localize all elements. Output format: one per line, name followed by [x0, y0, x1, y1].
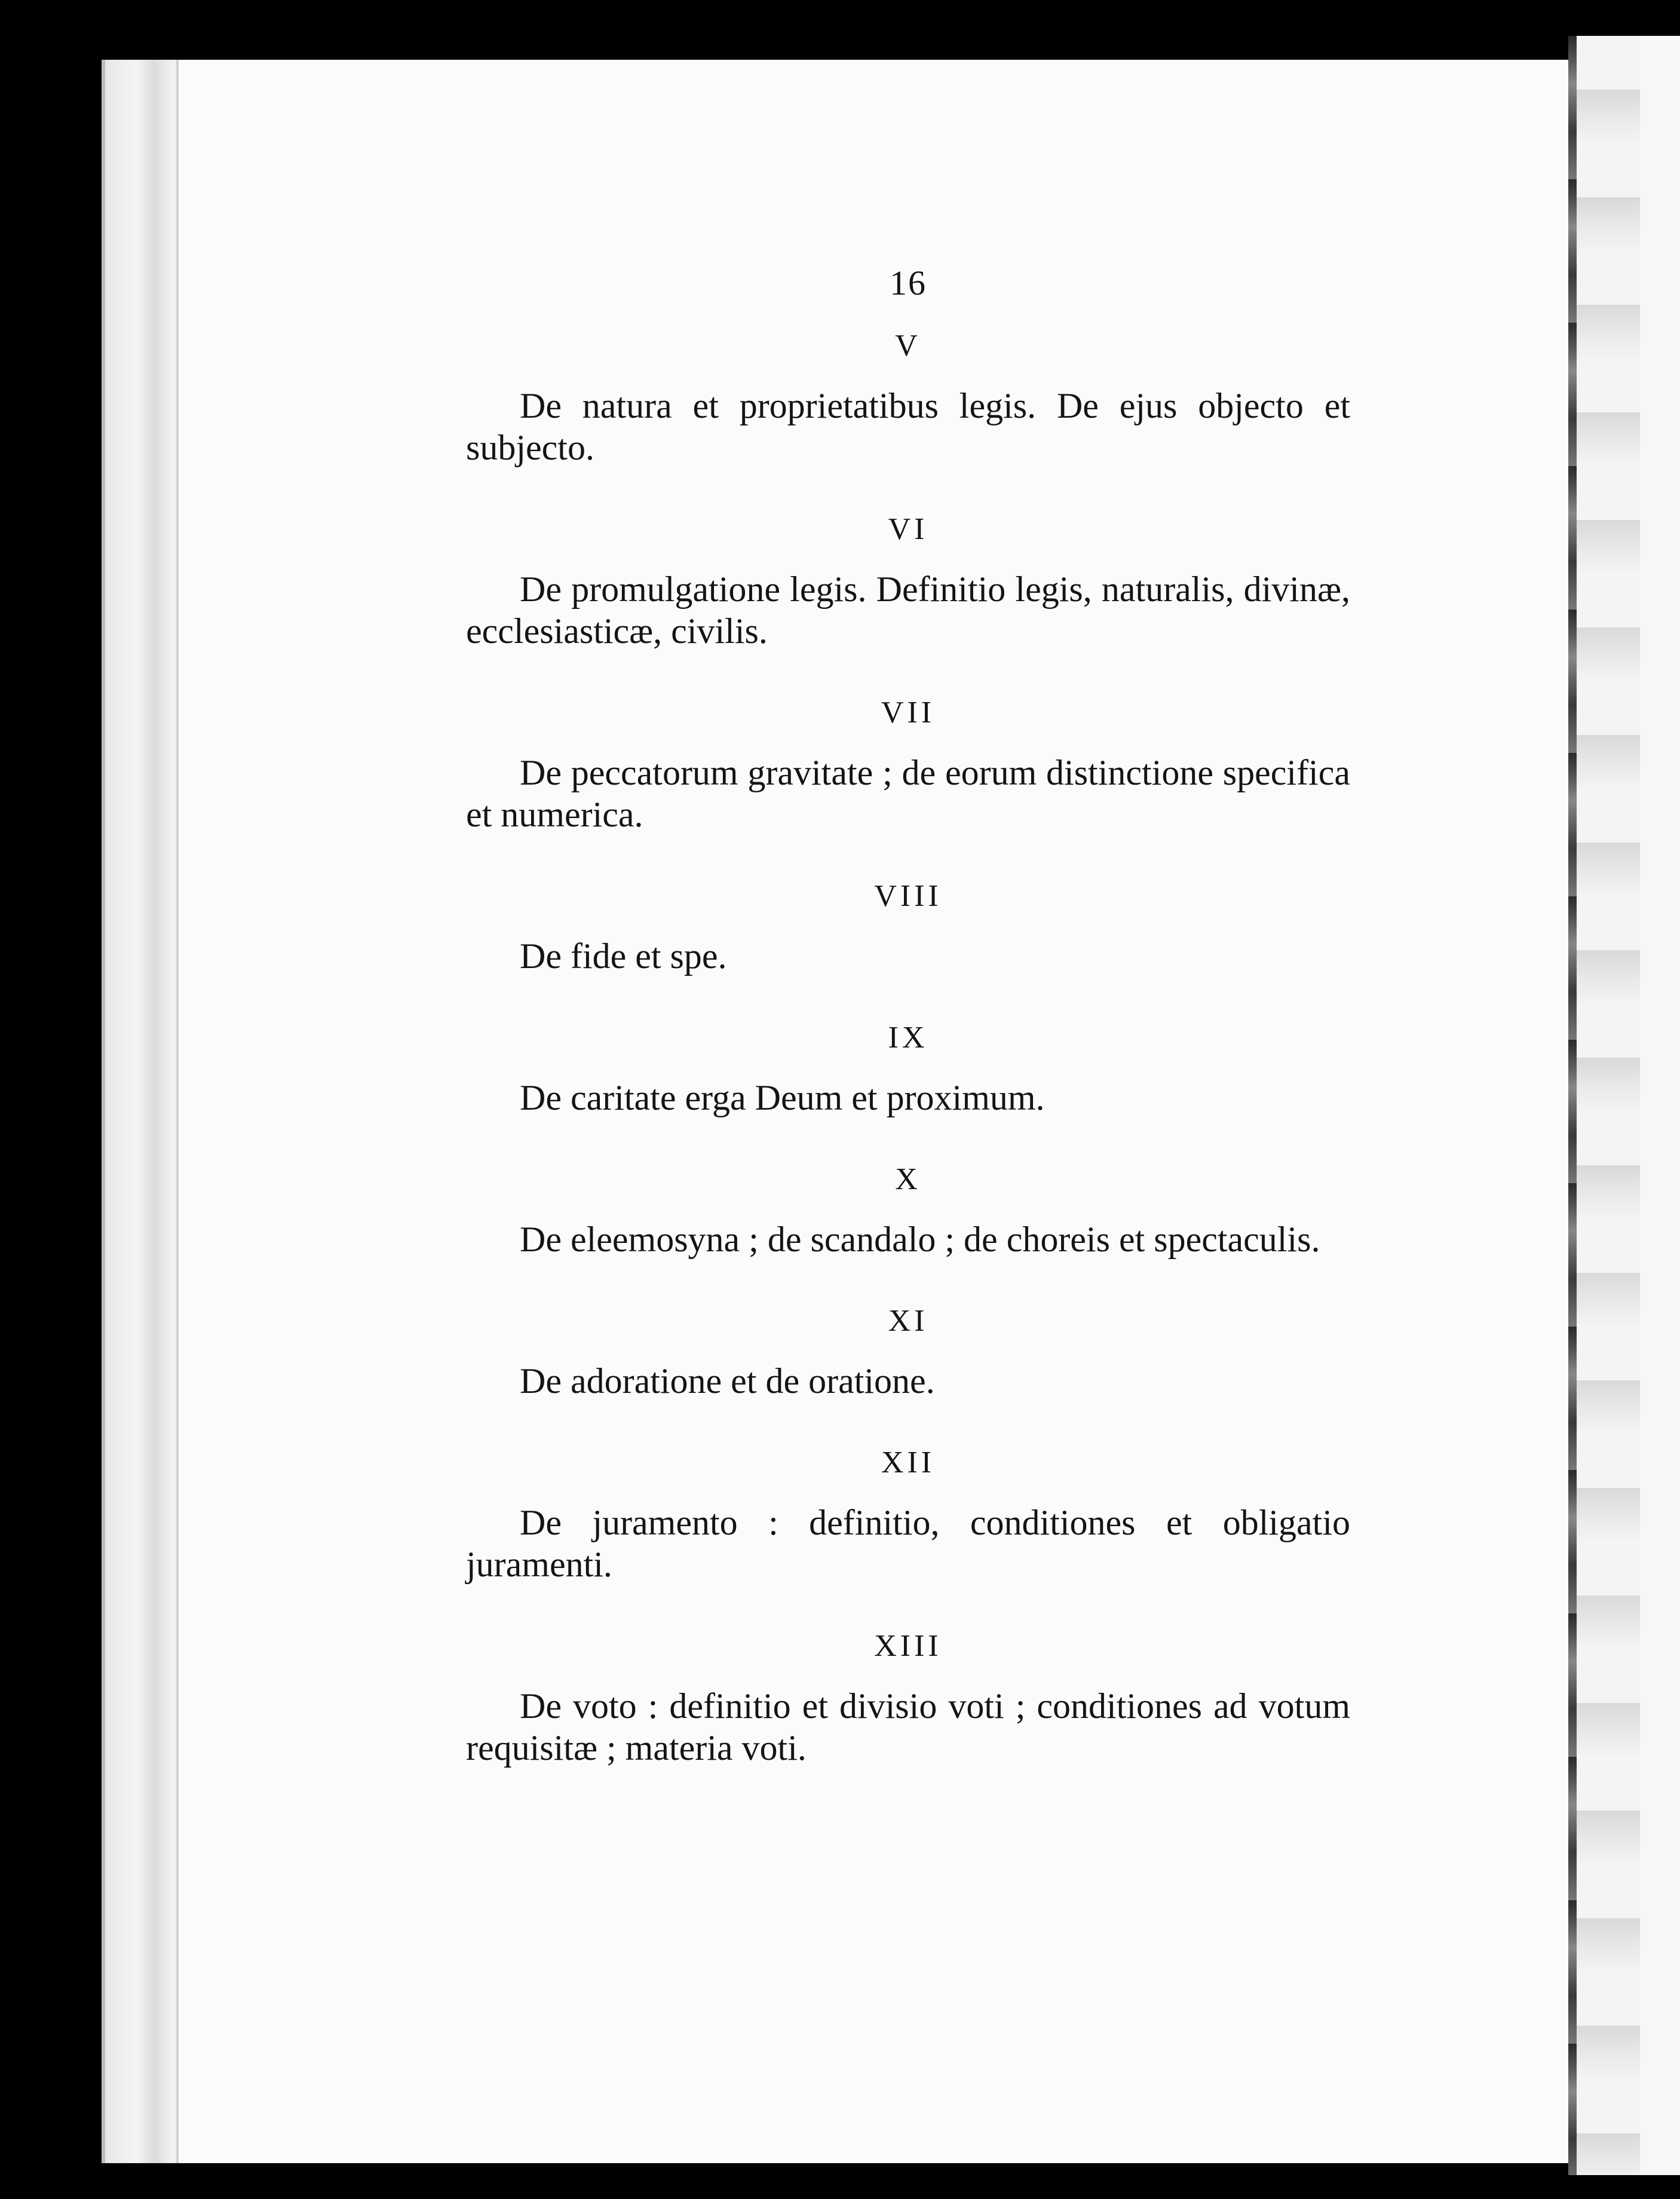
- section-vii: [466, 695, 1350, 835]
- facing-page-sliver: [1640, 36, 1680, 2175]
- section-ix: [466, 1020, 1350, 1119]
- section-numeral: VI: [888, 512, 928, 546]
- section-text: De peccatorum gravitate ; de eorum distinctione specifica et numerica.: [466, 753, 1350, 834]
- section-numeral: VIII: [874, 879, 942, 913]
- section-text: De adoratione et de oratione.: [520, 1361, 935, 1401]
- section-numeral: VII: [881, 696, 936, 730]
- section-x: [466, 1162, 1350, 1260]
- section-text: De juramento : definitio, conditiones et obligatio juramenti.: [466, 1503, 1350, 1584]
- section-v: [466, 328, 1350, 468]
- torn-page-edge: [1568, 36, 1640, 2175]
- section-numeral: XI: [888, 1304, 928, 1338]
- page-number: 16: [890, 264, 927, 302]
- section-text: De caritate erga Deum et proximum.: [520, 1078, 1045, 1117]
- section-numeral: XII: [881, 1445, 936, 1480]
- section-xi: [466, 1303, 1350, 1402]
- section-xii: [466, 1445, 1350, 1585]
- page-text-block: [466, 263, 1350, 1812]
- section-viii: [466, 878, 1350, 977]
- section-numeral: IX: [888, 1021, 928, 1055]
- section-text: De voto : definitio et divisio voti ; conditiones ad votum requisitæ ; materia voti.: [466, 1686, 1350, 1768]
- section-numeral: XIII: [874, 1629, 942, 1663]
- section-text: De promulgatione legis. Definitio legis, naturalis, divinæ, ecclesiasticæ, civilis.: [466, 569, 1350, 651]
- section-numeral: X: [895, 1162, 921, 1196]
- section-text: De natura et proprietatibus legis. De ejus objecto et subjecto.: [466, 386, 1350, 467]
- section-text: De fide et spe.: [520, 936, 727, 976]
- section-xiii: [466, 1628, 1350, 1769]
- section-text: De eleemosyna ; de scandalo ; de choreis et spectaculis.: [520, 1220, 1320, 1259]
- section-numeral: V: [895, 329, 921, 363]
- section-vi: [466, 512, 1350, 652]
